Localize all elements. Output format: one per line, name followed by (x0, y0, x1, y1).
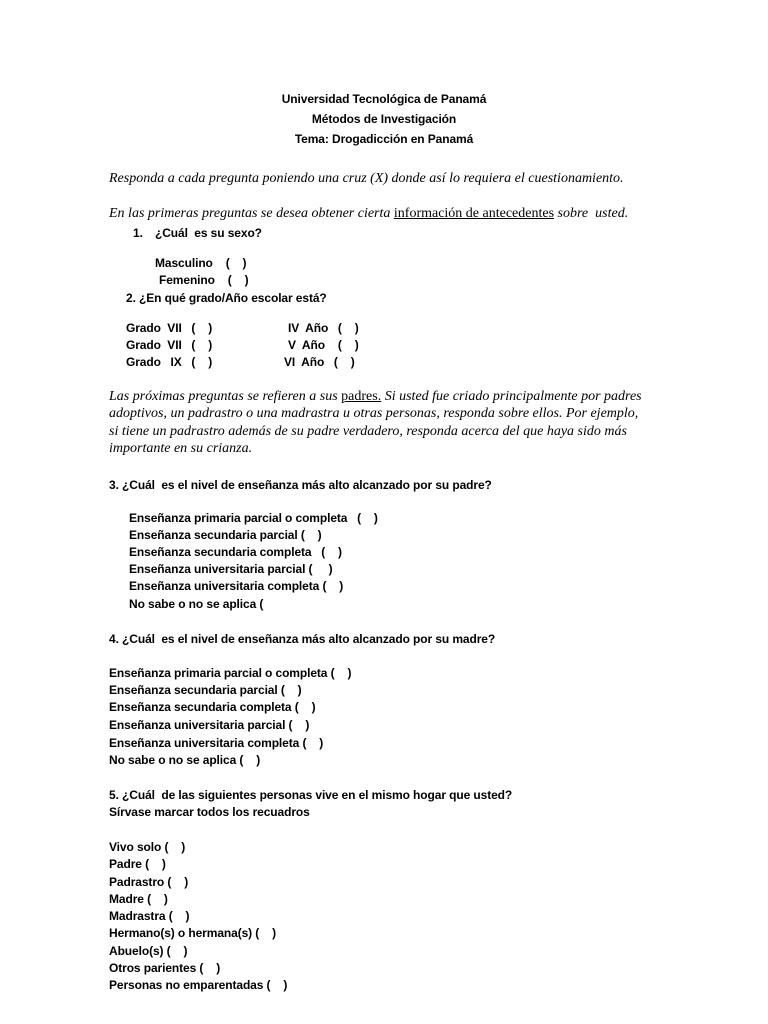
instruction-emphasis: información de antecedentes (393, 206, 555, 221)
q5-option-hermanos[interactable]: Hermano(s) o hermana(s) ( ) (109, 926, 277, 940)
q1-option-masculino[interactable]: Masculino ( ) (155, 256, 247, 270)
q4-option-3[interactable]: Enseñanza secundaria completa ( ) (109, 700, 316, 714)
q2-question: 2. ¿En qué grado/Año escolar está? (126, 291, 327, 305)
q3-option-6[interactable]: No sabe o no se aplica ( (129, 597, 264, 611)
course-title: Métodos de Investigación (311, 112, 457, 126)
instruction-line-1: Responda a cada pregunta poniendo una cruz (X) donde así lo requiera el cuestionamiento. (109, 171, 624, 186)
q5-option-padre[interactable]: Padre ( ) (109, 857, 166, 871)
instruction-line-2 (109, 206, 628, 222)
q5-option-vivo-solo[interactable]: Vivo solo ( ) (109, 840, 186, 854)
topic-title: Tema: Drogadicción en Panamá (294, 132, 474, 146)
q2-option-right-3[interactable]: VI Año ( ) (284, 355, 355, 369)
q4-option-2[interactable]: Enseñanza secundaria parcial ( ) (109, 683, 302, 697)
q4-option-1[interactable]: Enseñanza primaria parcial o completa ( ) (109, 666, 352, 680)
q2-option-right-1[interactable]: IV Año ( ) (288, 321, 359, 335)
instruction-line-2-post: sobre usted. (554, 206, 629, 221)
q3-option-4[interactable]: Enseñanza universitaria parcial ( ) (129, 562, 333, 576)
q1-question: ¿Cuál es su sexo? (155, 226, 262, 240)
q4-option-6[interactable]: No sabe o no se aplica ( ) (109, 753, 261, 767)
q5-question-line-1: 5. ¿Cuál de las siguientes personas vive en el mismo hogar que usted? (109, 788, 513, 802)
q4-option-4[interactable]: Enseñanza universitaria parcial ( ) (109, 718, 310, 732)
q1-option-femenino[interactable]: Femenino ( ) (159, 273, 249, 287)
parents-intro-line-1 (109, 389, 642, 405)
q5-option-padrastro[interactable]: Padrastro ( ) (109, 875, 189, 889)
q2-option-left-3[interactable]: Grado IX ( ) (126, 355, 213, 369)
q4-option-5[interactable]: Enseñanza universitaria completa ( ) (109, 736, 324, 750)
parents-intro-line-4: importante en su crianza. (109, 441, 253, 456)
q4-question: 4. ¿Cuál es el nivel de enseñanza más alto alcanzado por su madre? (109, 632, 496, 646)
q3-option-5[interactable]: Enseñanza universitaria completa ( ) (129, 579, 344, 593)
q3-option-1[interactable]: Enseñanza primaria parcial o completa ( ) (129, 511, 378, 525)
q2-option-right-2[interactable]: V Año ( ) (288, 338, 359, 352)
q3-option-2[interactable]: Enseñanza secundaria parcial ( ) (129, 528, 322, 542)
q5-option-no-emparentadas[interactable]: Personas no emparentadas ( ) (109, 978, 288, 992)
q5-question-line-2: Sírvase marcar todos los recuadros (109, 805, 310, 819)
q5-option-madre[interactable]: Madre ( ) (109, 892, 168, 906)
parents-intro-line-3: si tiene un padrastro además de su padre verdadero, responda acerca del que haya sido más (109, 424, 627, 439)
parents-intro-line-2: adoptivos, un padrastro o una madrastra u otras personas, responda sobre ellos. Por ejemplo, (109, 406, 639, 421)
q3-option-3[interactable]: Enseñanza secundaria completa ( ) (129, 545, 342, 559)
q5-option-otros-parientes[interactable]: Otros parientes ( ) (109, 961, 221, 975)
q1-number: 1. (133, 226, 143, 240)
q5-option-abuelos[interactable]: Abuelo(s) ( ) (109, 944, 188, 958)
q2-option-left-2[interactable]: Grado VII ( ) (126, 338, 213, 352)
parents-intro-emphasis: padres. (341, 389, 382, 404)
instruction-line-2-pre: En las primeras preguntas se desea obtener cierta (109, 206, 394, 221)
parents-intro-post: Si usted fue criado principalmente por padres (381, 389, 642, 404)
q2-option-left-1[interactable]: Grado VII ( ) (126, 321, 213, 335)
q5-option-madrastra[interactable]: Madrastra ( ) (109, 909, 190, 923)
parents-intro-pre: Las próximas preguntas se refieren a sus (109, 389, 342, 404)
q3-question: 3. ¿Cuál es el nivel de enseñanza más alto alcanzado por su padre? (109, 478, 492, 492)
university-title: Universidad Tecnológica de Panamá (281, 92, 487, 106)
